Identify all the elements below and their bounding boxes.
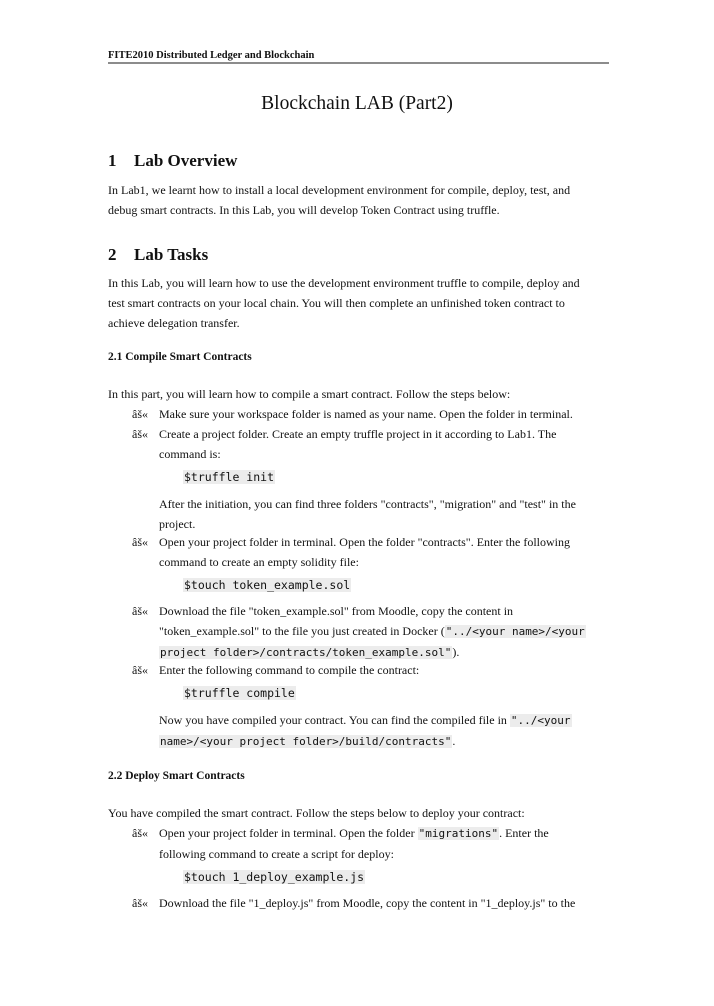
bullet-glyph: âš« — [132, 407, 148, 421]
list-item — [132, 404, 610, 424]
code-snippet: "../<your — [510, 714, 571, 727]
subsection-heading-compile: 2.1 Compile Smart Contracts — [108, 351, 252, 363]
text-line: command is: — [159, 447, 221, 461]
text-line: After the initiation, you can find three folders "contracts", "migration" and "test" in the — [159, 497, 576, 511]
text-line: Create a project folder. Create an empty truffle project in it according to Lab1. The — [159, 427, 557, 441]
subsection-heading-deploy: 2.2 Deploy Smart Contracts — [108, 770, 245, 782]
list-item-text: Enter the following command to compile the contract: — [159, 663, 420, 677]
list-item — [132, 532, 610, 572]
text-fragment: ). — [452, 645, 460, 659]
section-title: Lab Tasks — [134, 245, 209, 264]
bullet-glyph: âš« — [132, 826, 148, 840]
overview-paragraph — [108, 180, 610, 220]
list-item — [132, 823, 610, 864]
code-command-truffle-compile — [183, 684, 296, 702]
text-line: Download the file "token_example.sol" from Moodle, copy the content in — [159, 604, 514, 618]
list-item-text — [159, 532, 610, 572]
text-line: In this Lab, you will learn how to use the development environment truffle to compile, deploy and — [108, 276, 580, 290]
bullet-glyph: âš« — [132, 427, 148, 441]
code-command-touch-token — [183, 576, 351, 594]
list-item — [132, 660, 610, 680]
header-divider — [108, 62, 609, 64]
tasks-paragraph — [108, 273, 610, 333]
text-fragment: . Enter the — [499, 826, 549, 840]
section-heading-lab-overview — [108, 151, 237, 171]
text-line: project. — [159, 517, 196, 531]
compiled-note — [159, 710, 611, 752]
text-line: Open your project folder in terminal. Open the folder "contracts". Enter the following — [159, 535, 570, 549]
text-fragment: Open your project folder in terminal. Open the folder — [159, 826, 418, 840]
code-command-truffle-init — [183, 468, 275, 486]
deploy-intro: You have compiled the smart contract. Follow the steps below to deploy your contract: — [108, 806, 525, 820]
code-snippet: name>/<your project folder>/build/contracts" — [160, 735, 452, 748]
bullet-glyph: âš« — [132, 896, 148, 910]
list-item-text — [159, 424, 610, 464]
code-snippet: "migrations" — [418, 827, 499, 840]
text-fragment: Now you have compiled your contract. You can find the compiled file in — [159, 713, 510, 727]
section-title: Lab Overview — [134, 151, 238, 170]
list-item-text: Download the file "1_deploy.js" from Moodle, copy the content in "1_deploy.js" to the — [159, 896, 576, 910]
code-snippet: $touch 1_deploy_example.js — [184, 870, 365, 884]
after-init-note — [159, 494, 611, 534]
text-line: command to create an empty solidity file: — [159, 555, 359, 569]
list-item — [132, 424, 610, 464]
bullet-glyph: âš« — [132, 535, 148, 549]
bullet-glyph: âš« — [132, 663, 148, 677]
code-snippet: "../<your name>/<your — [445, 625, 585, 638]
code-snippet: $truffle compile — [184, 686, 295, 700]
code-snippet: $touch token_example.sol — [184, 578, 351, 592]
text-line: debug smart contracts. In this Lab, you will develop Token Contract using truffle. — [108, 203, 500, 217]
code-command-touch-deploy — [183, 868, 365, 886]
list-item — [132, 893, 610, 913]
list-item-text: Make sure your workspace folder is named as your name. Open the folder in terminal. — [159, 407, 573, 421]
list-item-text — [159, 823, 610, 864]
list-item-text — [159, 601, 610, 663]
running-header: FITE2010 Distributed Ledger and Blockchain — [108, 50, 315, 61]
text-line: following command to create a script for deploy: — [159, 847, 394, 861]
code-snippet: $truffle init — [184, 470, 275, 484]
document-title: Blockchain LAB (Part2) — [261, 93, 453, 114]
text-line: test smart contracts on your local chain. You will then complete an unfinished token contract to — [108, 296, 565, 310]
bullet-glyph: âš« — [132, 604, 148, 618]
text-fragment: "token_example.sol" to the file you just created in Docker ( — [159, 624, 445, 638]
compile-intro: In this part, you will learn how to compile a smart contract. Follow the steps below: — [108, 387, 511, 401]
text-fragment: . — [452, 734, 456, 748]
text-line: achieve delegation transfer. — [108, 316, 240, 330]
text-line: In Lab1, we learnt how to install a local development environment for compile, deploy, test, and — [108, 183, 571, 197]
section-number: 2 — [108, 245, 117, 264]
code-snippet: project folder>/contracts/token_example.sol" — [160, 646, 452, 659]
section-number: 1 — [108, 151, 117, 170]
section-heading-lab-tasks — [108, 245, 208, 265]
list-item — [132, 601, 610, 663]
